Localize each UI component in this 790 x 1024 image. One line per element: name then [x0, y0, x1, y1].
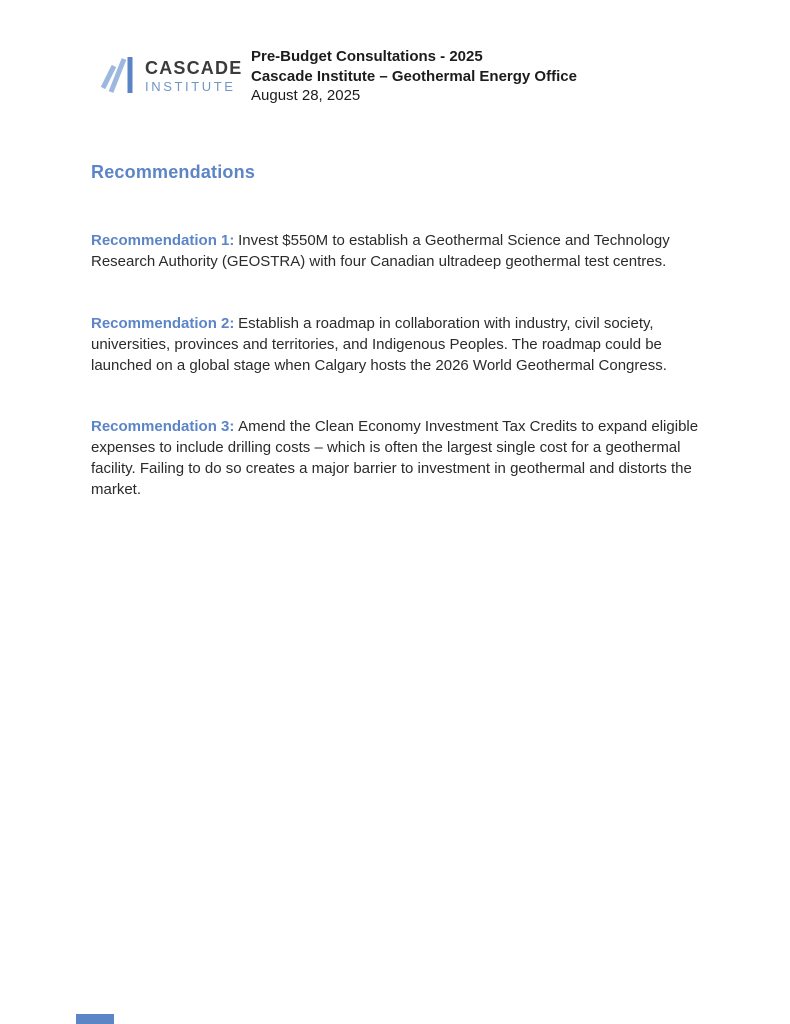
document-header [97, 47, 577, 106]
logo-wordmark [145, 59, 242, 93]
recommendation-2 [91, 313, 705, 376]
recommendation-2-text: Establish a roadmap in collaboration with industry, civil society, universities, provinces and territories, and Indigenous Peoples. The roadmap could be launched on a global stage when Calgary hosts the 2026 World Geothermal Congress. [91, 315, 667, 374]
recommendation-2-label: Recommendation 2: [91, 315, 235, 332]
footer-accent-bar [76, 1014, 114, 1024]
document-body [91, 162, 705, 500]
header-title: Pre-Budget Consultations - 2025 [251, 48, 483, 65]
cascade-mountain-icon [97, 53, 138, 99]
recommendation-3 [91, 416, 705, 500]
header-text-block [251, 47, 577, 106]
recommendation-3-label: Recommendation 3: [91, 418, 235, 435]
cascade-institute-logo [97, 53, 243, 99]
header-subtitle: Cascade Institute – Geothermal Energy Office [251, 67, 577, 85]
section-title: Recommendations [91, 162, 256, 182]
logo-institute-text: INSTITUTE [145, 79, 236, 94]
header-date: August 28, 2025 [251, 87, 361, 104]
recommendation-1-text: Invest $550M to establish a Geothermal Science and Technology Research Authority (GEOSTRA) with four Canadian ultradeep geothermal test centres. [91, 232, 670, 270]
recommendation-3-text: Amend the Clean Economy Investment Tax Credits to expand eligible expenses to include drilling costs – which is often the largest single cost for a geothermal facility. Failing to do so creates a major barrier to investment in geothermal and distorts the market. [91, 418, 699, 498]
recommendation-1 [91, 230, 705, 272]
logo-cascade-text: CASCADE [145, 58, 243, 78]
recommendation-1-label: Recommendation 1: [91, 232, 235, 249]
